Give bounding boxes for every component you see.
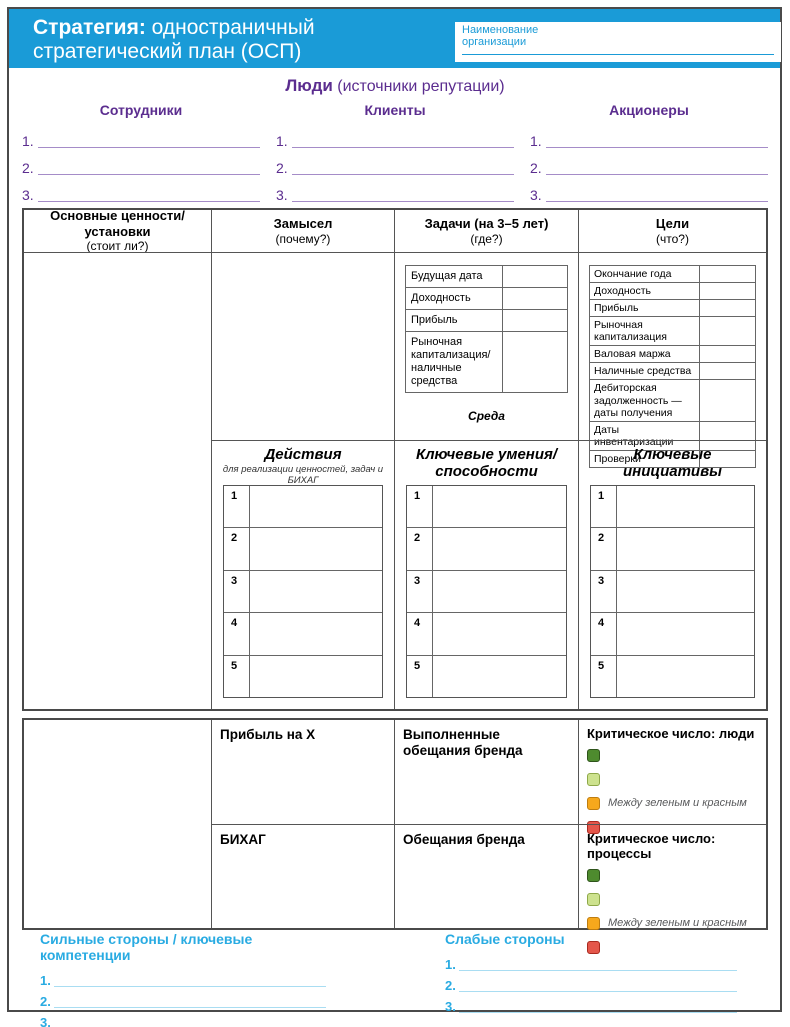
status-green-square [587, 869, 600, 882]
list-item: 1. [22, 121, 260, 148]
key-skills-list-table [406, 485, 567, 698]
clients-line-3[interactable] [292, 175, 514, 202]
strengths-block [40, 931, 326, 1027]
table-row: 1 [224, 486, 382, 527]
table-row: Дебиторская задолженность — даты получения [590, 380, 756, 421]
organization-label-line2: организации [462, 36, 527, 48]
environment-note: Среда [468, 408, 505, 423]
table-row: Проверки [590, 450, 756, 467]
list-item: 3. [445, 992, 737, 1013]
list-item: 2. [530, 148, 768, 175]
key-skills-field-2[interactable] [433, 528, 566, 569]
actions-field-2[interactable] [250, 528, 382, 569]
table-row: Будущая дата [406, 266, 568, 288]
col-header-objectives: Задачи (на 3–5 лет) (где?) [394, 210, 578, 252]
organization-name-box[interactable] [455, 22, 781, 62]
shareholders-header: Акционеры [609, 102, 689, 118]
list-item: 1. [530, 121, 768, 148]
table-row: 4 [224, 612, 382, 654]
table-row: 2 [224, 527, 382, 569]
col-header-intent: Замысел (почему?) [211, 210, 394, 252]
table-row: 5 [591, 655, 754, 697]
actions-field-1[interactable] [250, 486, 382, 527]
employees-line-1[interactable] [38, 121, 260, 148]
objectives-value-4[interactable] [503, 331, 568, 392]
table-row: Рыночная капитализация/ наличные средства [406, 331, 568, 392]
critical-number-processes-title: Критическое число: процессы [587, 831, 716, 861]
key-initiatives-field-5[interactable] [617, 656, 754, 697]
list-item: 3. [40, 1008, 326, 1027]
key-initiatives-field-3[interactable] [617, 571, 754, 612]
key-skills-field-1[interactable] [433, 486, 566, 527]
intent-input-cell[interactable] [211, 252, 394, 440]
people-section [22, 76, 768, 202]
page-title-bold: Стратегия: [33, 16, 146, 39]
table-row: 5 [407, 655, 566, 697]
col-header-goals: Цели (что?) [578, 210, 766, 252]
objectives-value-3[interactable] [503, 309, 568, 331]
table-row: 2 [591, 527, 754, 569]
actions-subtitle: для реализации ценностей, задач и БИХАГ [222, 463, 384, 486]
key-skills-title: Ключевые умения/способности [415, 446, 558, 480]
actions-field-4[interactable] [250, 613, 382, 654]
table-row: 2 [407, 527, 566, 569]
critical-number-people-cell [578, 720, 766, 824]
table-row: 4 [591, 612, 754, 654]
legend-row [587, 888, 758, 912]
actions-title: Действия [264, 446, 342, 463]
weaknesses-line-3[interactable] [459, 992, 737, 1013]
people-title [22, 76, 768, 96]
organization-name-input-line[interactable] [462, 49, 774, 55]
actions-field-5[interactable] [250, 656, 382, 697]
strengths-title: Сильные стороны / ключевые компетенции [40, 931, 253, 963]
status-orange-square [587, 797, 600, 810]
critical-number-people-title: Критическое число: люди [587, 726, 755, 741]
key-skills-section [394, 440, 578, 709]
strengths-line-3[interactable] [54, 1008, 326, 1027]
table-row: Валовая маржа [590, 346, 756, 363]
strategy-main-table [22, 208, 768, 711]
organization-label-line1: Наименование [462, 24, 539, 36]
legend-row [587, 768, 758, 792]
status-orange-square [587, 917, 600, 930]
legend-row [587, 744, 758, 768]
goals-value-5[interactable] [699, 346, 755, 363]
employees-line-3[interactable] [38, 175, 260, 202]
goals-value-6[interactable] [699, 363, 755, 380]
critical-number-processes-cell [578, 824, 766, 928]
list-item: 3. [22, 175, 260, 202]
table-row: Доходность [590, 283, 756, 300]
list-item: 1. [40, 966, 326, 987]
table-row: Прибыль [590, 300, 756, 317]
profit-per-x-cell[interactable]: Прибыль на X [211, 720, 394, 824]
list-item: 3. [276, 175, 514, 202]
objectives-value-2[interactable] [503, 287, 568, 309]
key-initiatives-field-1[interactable] [617, 486, 754, 527]
actions-list-table [223, 485, 383, 698]
core-values-input-cell[interactable] [24, 252, 211, 709]
page-title [33, 16, 343, 63]
list-item: 1. [445, 950, 737, 971]
people-column-shareholders [530, 102, 768, 202]
key-initiatives-list-table [590, 485, 755, 698]
shareholders-line-2[interactable] [546, 148, 768, 175]
key-initiatives-title: Ключевые инициативы [623, 446, 722, 480]
goals-value-4[interactable] [699, 317, 755, 346]
bhag-cell[interactable]: БИХАГ [211, 824, 394, 928]
shareholders-line-3[interactable] [546, 175, 768, 202]
page-title-rest: одностраничный стратегический план (ОСП) [33, 16, 315, 63]
weaknesses-block [445, 931, 737, 1013]
col-header-core-values: Основные ценности/установки (стоит ли?) [50, 208, 185, 254]
people-title-rest: (источники репутации) [332, 78, 505, 95]
objectives-cell [394, 252, 578, 440]
people-column-clients [276, 102, 514, 202]
list-item: 2. [276, 148, 514, 175]
strengths-line-1[interactable] [54, 966, 326, 987]
legend-row [587, 864, 758, 888]
weaknesses-line-1[interactable] [459, 950, 737, 971]
key-initiatives-field-4[interactable] [617, 613, 754, 654]
key-initiatives-field-2[interactable] [617, 528, 754, 569]
key-initiatives-section [578, 440, 766, 709]
goals-value-2[interactable] [699, 283, 755, 300]
list-item: 2. [22, 148, 260, 175]
list-item: 2. [445, 971, 737, 992]
shareholders-line-1[interactable] [546, 121, 768, 148]
employees-header: Сотрудники [99, 102, 183, 118]
table-row: Наличные средства [590, 363, 756, 380]
list-item: 3. [530, 175, 768, 202]
table-row: Доходность [406, 287, 568, 309]
brand-promises-cell[interactable]: Обещания бренда [394, 824, 578, 928]
weaknesses-title: Слабые стороны [445, 931, 565, 947]
goals-value-3[interactable] [699, 300, 755, 317]
people-column-employees [22, 102, 260, 202]
actions-section [211, 440, 394, 709]
brand-promises-kept-cell[interactable]: Выполненные обещания бренда [394, 720, 578, 824]
status-light-green-square [587, 773, 600, 786]
status-light-green-square [587, 893, 600, 906]
table-row: Даты инвентаризации [590, 421, 756, 450]
goals-value-7[interactable] [699, 380, 755, 421]
weaknesses-line-2[interactable] [459, 971, 737, 992]
table-row: 1 [591, 486, 754, 527]
table-row: 1 [407, 486, 566, 527]
list-item: 1. [276, 121, 514, 148]
list-item: 2. [40, 987, 326, 1008]
header-bar [9, 9, 780, 68]
actions-field-3[interactable] [250, 571, 382, 612]
legend-note: Между зеленым и красным [608, 797, 747, 810]
objectives-value-1[interactable] [503, 266, 568, 288]
goals-value-1[interactable] [699, 266, 755, 283]
objectives-inner-table [405, 265, 568, 393]
table-row: 3 [224, 570, 382, 612]
table-row: Прибыль [406, 309, 568, 331]
clients-line-2[interactable] [292, 148, 514, 175]
strengths-line-2[interactable] [54, 987, 326, 1008]
metrics-bottom-table [22, 718, 768, 930]
legend-row [587, 792, 758, 816]
employees-line-2[interactable] [38, 148, 260, 175]
table-row: 5 [224, 655, 382, 697]
table-row: Окончание года [590, 266, 756, 283]
people-columns [22, 102, 768, 202]
legend-note: Между зеленым и красным [608, 917, 747, 930]
table-row: 4 [407, 612, 566, 654]
table-row: Рыночная капитализация [590, 317, 756, 346]
table-row: 3 [591, 570, 754, 612]
key-skills-field-3[interactable] [433, 571, 566, 612]
clients-header: Клиенты [364, 102, 426, 118]
people-title-bold: Люди [285, 76, 333, 95]
status-green-square [587, 749, 600, 762]
table-row: 3 [407, 570, 566, 612]
bottom-left-input-cell[interactable] [24, 720, 211, 928]
goals-inner-table [589, 265, 756, 468]
key-skills-field-4[interactable] [433, 613, 566, 654]
clients-line-1[interactable] [292, 121, 514, 148]
key-skills-field-5[interactable] [433, 656, 566, 697]
